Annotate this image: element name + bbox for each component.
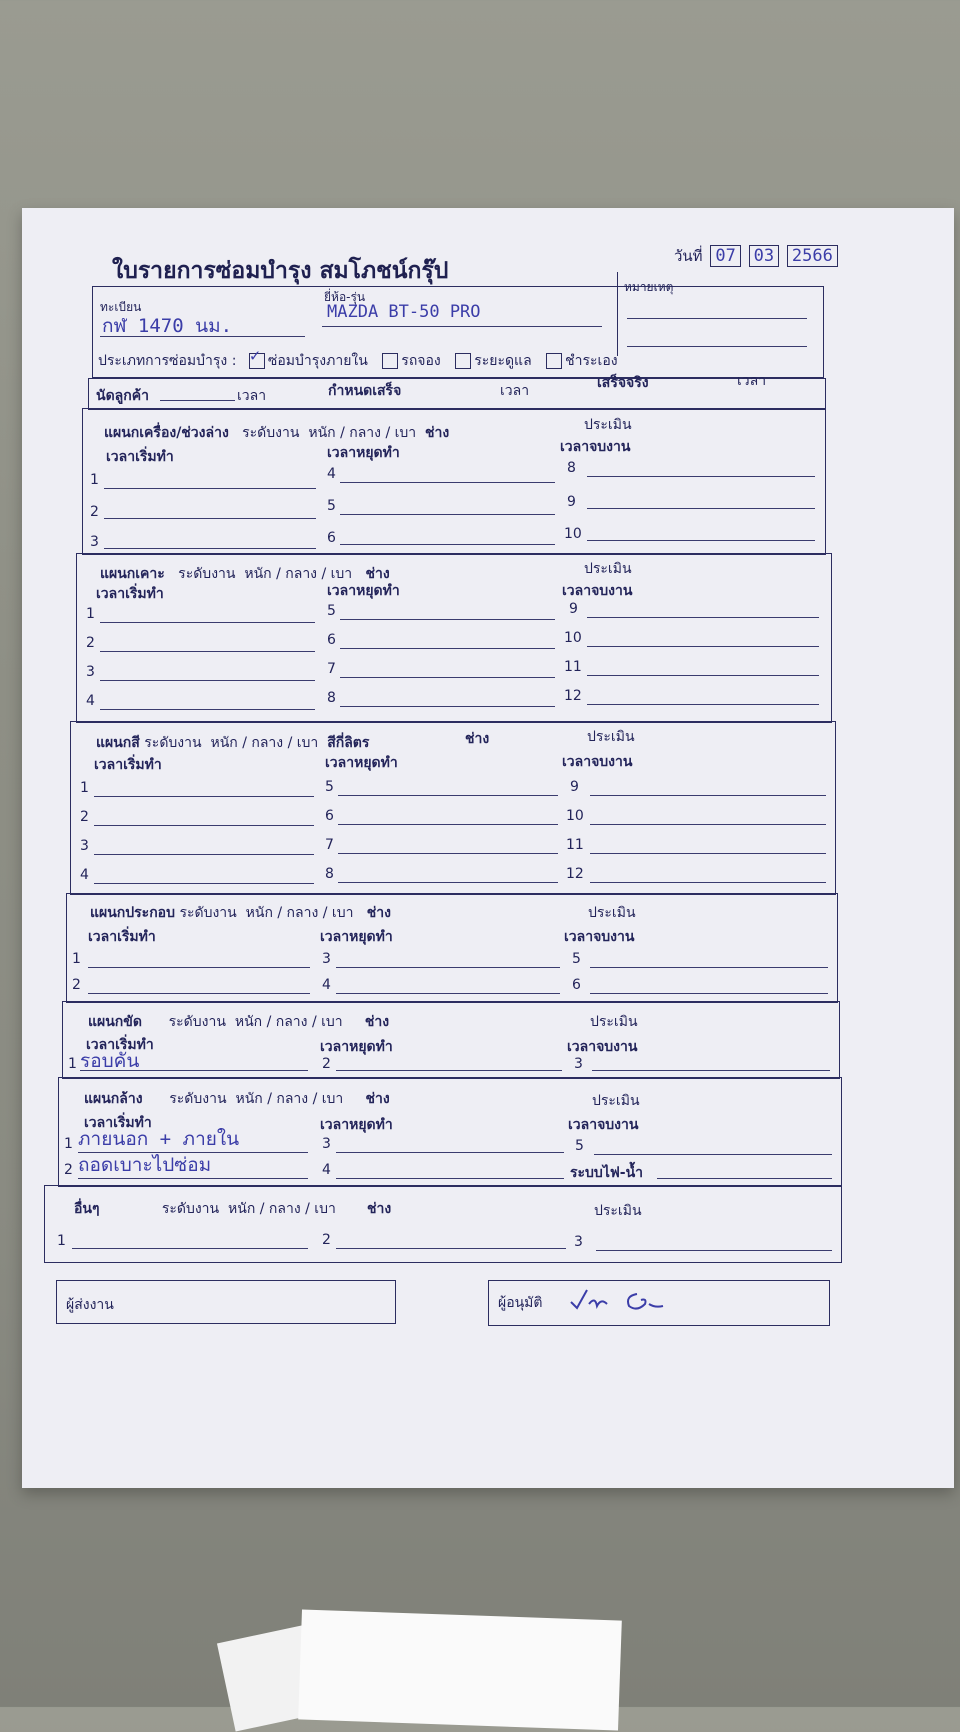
- repair-type-booking: รถจอง: [401, 353, 441, 369]
- date-day: 07: [710, 245, 740, 267]
- wash-utility-label: ระบบไฟ-น้ำ: [570, 1165, 644, 1181]
- line-number: 2: [322, 1056, 331, 1072]
- line-number: 8: [327, 690, 336, 706]
- line-number: 4: [327, 466, 336, 482]
- approver-label: ผู้อนุมัติ: [498, 1295, 543, 1311]
- polish-start-label: เวลาเริ่มทำ: [86, 1037, 154, 1053]
- level-options: หนัก / กลาง / เบา: [235, 1091, 344, 1107]
- line-number: 10: [564, 630, 582, 646]
- polish-note-1: รอบคัน: [80, 1050, 140, 1072]
- form-title: ใบรายการซ่อมบำรุง สมโภชน์กรุ๊ป: [112, 258, 449, 284]
- date-month: 03: [749, 245, 779, 267]
- line-number: 10: [566, 808, 584, 824]
- checkbox-maintenance[interactable]: [455, 353, 471, 369]
- line-number: 5: [325, 779, 334, 795]
- wash-end-label: เวลาจบงาน: [568, 1117, 639, 1133]
- line-number: 6: [572, 977, 581, 993]
- level-label: ระดับงาน: [144, 735, 202, 751]
- polish-assess: ประเมิน: [590, 1014, 638, 1030]
- line-number: 7: [325, 837, 334, 853]
- due-time-label: เวลา: [500, 383, 530, 399]
- repair-type-label: ประเภทการซ่อมบำรุง :: [98, 353, 237, 369]
- other-header: [74, 1198, 391, 1220]
- line-number: 3: [322, 951, 331, 967]
- level-label: ระดับงาน: [178, 566, 236, 582]
- paint-end-label: เวลาจบงาน: [562, 754, 633, 770]
- line-number: 1: [90, 472, 99, 488]
- polish-end-label: เวลาจบงาน: [567, 1039, 638, 1055]
- repair-type-maintenance: ระยะดูแล: [474, 353, 532, 369]
- date-field: [674, 244, 838, 268]
- line-number: 12: [564, 688, 582, 704]
- paint-pause-label: เวลาหยุดทำ: [325, 755, 398, 771]
- line-number: 7: [327, 661, 336, 677]
- level-options: หนัก / กลาง / เบา: [244, 566, 353, 582]
- paper-scrap: [298, 1609, 622, 1730]
- checkbox-internal[interactable]: [249, 346, 265, 369]
- paint-title: แผนกสี: [96, 735, 140, 751]
- wash-assess: ประเมิน: [592, 1093, 640, 1109]
- plate-value: กฬ 1470 นม.: [102, 315, 233, 337]
- level-options: หนัก / กลาง / เบา: [210, 735, 319, 751]
- line-number: 2: [86, 635, 95, 651]
- line-number: 2: [90, 504, 99, 520]
- tech-label: ช่าง: [365, 1091, 390, 1107]
- assembly-title: แผนกประกอบ: [90, 905, 175, 921]
- engine-pause-label: เวลาหยุดทำ: [327, 445, 400, 461]
- body-title: แผนกเคาะ: [100, 566, 165, 582]
- line-number: 1: [80, 780, 89, 796]
- body-assess: ประเมิน: [584, 561, 632, 577]
- wash-title: แผนกล้าง: [84, 1091, 143, 1107]
- line-number: 4: [80, 867, 89, 883]
- line-number: 4: [86, 693, 95, 709]
- wash-note-1: ภายนอก + ภายใน: [78, 1128, 240, 1150]
- tech-label: ช่าง: [366, 905, 391, 921]
- engine-assess: ประเมิน: [584, 417, 632, 433]
- check-mark: ✓: [249, 346, 261, 366]
- body-end-label: เวลาจบงาน: [562, 583, 633, 599]
- line-number: 5: [575, 1138, 584, 1154]
- note-label: หมายเหตุ: [624, 280, 674, 294]
- engine-title: แผนกเครื่อง/ช่วงล่าง: [104, 425, 229, 441]
- polish-title: แผนกขัด: [88, 1014, 142, 1030]
- line-number: 2: [322, 1232, 331, 1248]
- assembly-assess: ประเมิน: [588, 905, 636, 921]
- line-number: 4: [322, 1162, 331, 1178]
- tech-label: ช่าง: [364, 1014, 390, 1030]
- appointment-label: นัดลูกค้า: [96, 388, 149, 404]
- level-options: หนัก / กลาง / เบา: [234, 1014, 343, 1030]
- body-start-label: เวลาเริ่มทำ: [96, 586, 164, 602]
- appointment-time-label: เวลา: [237, 388, 267, 404]
- level-label: ระดับงาน: [242, 425, 300, 441]
- wash-note-2: ถอดเบาะไปซ่อม: [78, 1154, 212, 1176]
- line-number: 9: [570, 779, 579, 795]
- engine-start-label: เวลาเริ่มทำ: [106, 449, 174, 465]
- level-label: ระดับงาน: [169, 1091, 227, 1107]
- date-label: วันที่: [674, 247, 703, 265]
- checkbox-self-pay[interactable]: [546, 353, 562, 369]
- plate-label: ทะเบียน: [100, 300, 142, 314]
- assembly-header: [90, 902, 391, 924]
- due-label: กำหนดเสร็จ: [328, 383, 402, 399]
- repair-type-internal: ซ่อมบำรุงภายใน: [267, 353, 368, 369]
- divider: [617, 272, 619, 356]
- brand-value: MAZDA BT-50 PRO: [327, 302, 481, 322]
- engine-header: [104, 422, 449, 444]
- level-label: ระดับงาน: [168, 1014, 226, 1030]
- level-options: หนัก / กลาง / เบา: [308, 425, 417, 441]
- paint-tech-label: ช่าง: [465, 731, 490, 747]
- line-number: 10: [564, 526, 582, 542]
- line-number: 2: [64, 1162, 73, 1178]
- line-number: 8: [325, 866, 334, 882]
- line-number: 3: [86, 664, 95, 680]
- level-options: หนัก / กลาง / เบา: [228, 1201, 336, 1217]
- body-pause-label: เวลาหยุดทำ: [327, 583, 400, 599]
- line-number: 8: [567, 460, 576, 476]
- wash-start-label: เวลาเริ่มทำ: [84, 1115, 152, 1131]
- paint-liters-label: สีกี่ลิตร: [327, 735, 370, 751]
- line-number: 1: [57, 1233, 66, 1249]
- done-time-label: เวลา: [737, 373, 767, 389]
- repair-type-self-pay: ชำระเอง: [565, 353, 618, 369]
- line-number: 3: [80, 838, 89, 854]
- done-label: เสร็จจริง: [597, 375, 649, 391]
- line-number: 3: [574, 1056, 583, 1072]
- section-other: [44, 1185, 842, 1263]
- other-assess: ประเมิน: [594, 1203, 642, 1219]
- paint-header: [96, 732, 369, 754]
- assembly-end-label: เวลาจบงาน: [564, 929, 635, 945]
- line-number: 6: [325, 808, 334, 824]
- line-number: 1: [86, 606, 95, 622]
- line-number: 2: [80, 809, 89, 825]
- line-number: 5: [327, 498, 336, 514]
- checkbox-booking[interactable]: [382, 353, 398, 369]
- tech-label: ช่าง: [425, 425, 450, 441]
- sender-label: ผู้ส่งงาน: [66, 1297, 114, 1313]
- brand-label: ยี่ห้อ-รุ่น: [324, 290, 366, 304]
- line-number: 6: [327, 632, 336, 648]
- tech-label: ช่าง: [366, 1201, 392, 1217]
- schedule-row: [88, 378, 826, 410]
- line-number: 12: [566, 866, 584, 882]
- line-number: 1: [68, 1056, 77, 1072]
- polish-header: [88, 1011, 389, 1033]
- tech-label: ช่าง: [365, 566, 390, 582]
- engine-end-label: เวลาจบงาน: [560, 439, 631, 455]
- paint-start-label: เวลาเริ่มทำ: [94, 757, 162, 773]
- approver-signature: [567, 1280, 687, 1320]
- line-number: 5: [327, 603, 336, 619]
- line-number: 3: [322, 1136, 331, 1152]
- other-title: อื่นๆ: [74, 1201, 100, 1217]
- line-number: 11: [564, 659, 582, 675]
- repair-form-paper: [22, 208, 954, 1488]
- level-options: หนัก / กลาง / เบา: [245, 905, 354, 921]
- line-number: 1: [64, 1136, 73, 1152]
- polish-pause-label: เวลาหยุดทำ: [320, 1039, 393, 1055]
- repair-type-row: [98, 346, 618, 372]
- line-number: 3: [90, 534, 99, 550]
- assembly-pause-label: เวลาหยุดทำ: [320, 929, 393, 945]
- line-number: 6: [327, 530, 336, 546]
- line-number: 4: [322, 977, 331, 993]
- line-number: 5: [572, 951, 581, 967]
- line-number: 1: [72, 951, 81, 967]
- paint-assess: ประเมิน: [587, 729, 635, 745]
- line-number: 9: [569, 601, 578, 617]
- line-number: 2: [72, 977, 81, 993]
- wash-header: [84, 1088, 390, 1110]
- level-label: ระดับงาน: [179, 905, 237, 921]
- wash-pause-label: เวลาหยุดทำ: [320, 1117, 393, 1133]
- line-number: 9: [567, 494, 576, 510]
- line-number: 11: [566, 837, 584, 853]
- assembly-start-label: เวลาเริ่มทำ: [88, 929, 156, 945]
- line-number: 3: [574, 1234, 583, 1250]
- level-label: ระดับงาน: [161, 1201, 220, 1217]
- date-year: 2566: [787, 245, 838, 267]
